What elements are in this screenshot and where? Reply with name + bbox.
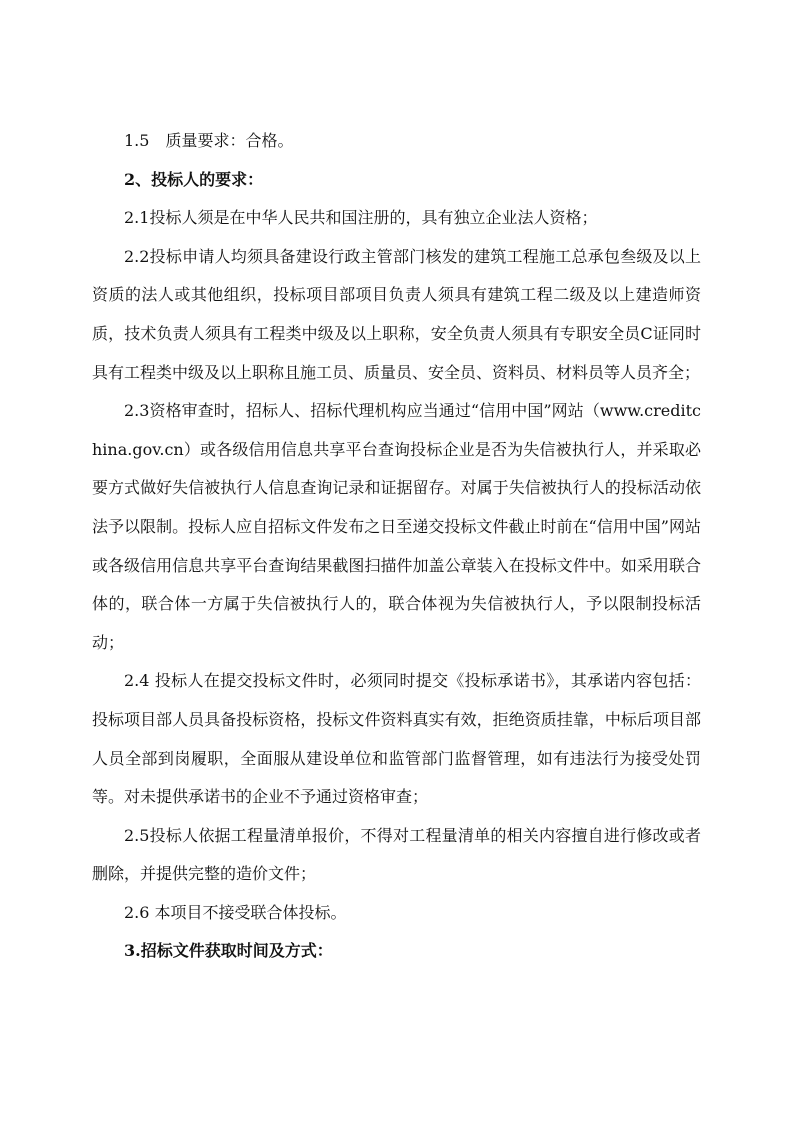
requirement-2-2: 2.2投标申请人均须具备建设行政主管部门核发的建筑工程施工总承包叁级及以上资质的法人或其他组织，投标项目部项目负责人须具有建筑工程二级及以上建造师资质，技术负责人须具有工程类中级及以上职称，安全负责人须具有专职安全员C证同时具有工程类中级及以上职称且施工员、质量员、安全员、资料员、材料员等人员齐全； (92, 246, 701, 382)
requirement-2-1: 2.1投标人须是在中华人民共和国注册的，具有独立企业法人资格； (124, 208, 598, 228)
quality-requirement: 1.5 质量要求：合格。 (124, 131, 294, 150)
requirement-2-5: 2.5投标人依据工程量清单报价，不得对工程量清单的相关内容擅自进行修改或者删除，并提供完整的造价文件； (92, 825, 701, 884)
requirement-2-4: 2.4 投标人在提交投标文件时，必须同时提交《投标承诺书》，其承诺内容包括：投标项目部人员具备投标资格，投标文件资料真实有效，拒绝资质挂靠，中标后项目部人员全部到岗履职，全面服从建设单位和监管部门监督管理，如有违法行为接受处罚等。对未提供承诺书的企业不予通过资格审查； (92, 671, 701, 807)
section-2-heading: 2、投标人的要求： (124, 169, 264, 189)
requirement-2-6: 2.6 本项目不接受联合体投标。 (124, 902, 347, 922)
section-3-heading: 3.招标文件获取时间及方式： (124, 941, 333, 961)
requirement-2-3: 2.3资格审查时，招标人、招标代理机构应当通过“信用中国”网站（www.creditchina.gov.cn）或各级信用信息共享平台查询投标企业是否为失信被执行人，并采取必要方式做好失信被执行人信息查询记录和证据留存。对属于失信被执行人的投标活动依法予以限制。投标人应自招标文件发布之日至递交投标文件截止时前在“信用中国”网站或各级信用信息共享平台查询结果截图扫描件加盖公章装入在投标文件中。如采用联合体的，联合体一方属于失信被执行人的，联合体视为失信被执行人，予以限制投标活动； (92, 401, 701, 652)
document-body (92, 122, 701, 971)
